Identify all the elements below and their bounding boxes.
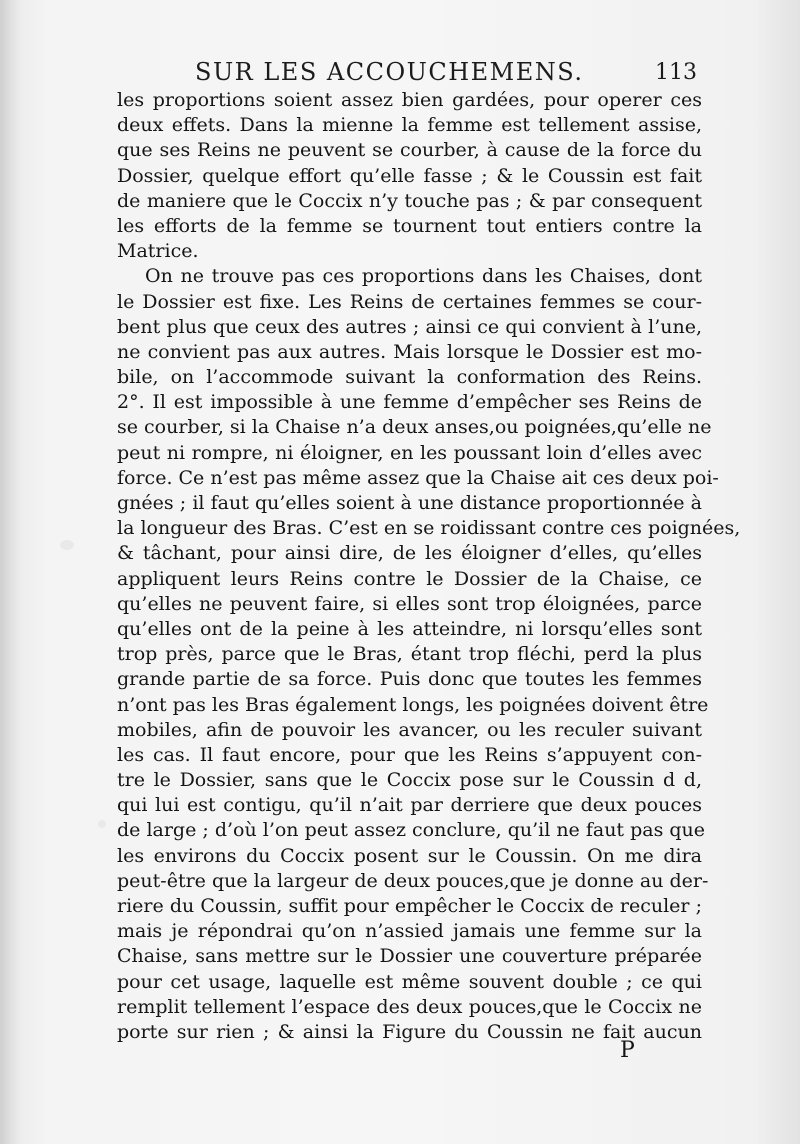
text-line: que ses Reins ne peuvent se courber, à cause de la force du: [117, 139, 702, 162]
text-line: la longueur des Bras. C’est en se roidissant contre ces poignées,: [117, 517, 741, 540]
text-line: le Dossier est fixe. Les Reins de certaines femmes se cour-: [117, 290, 702, 313]
text-line: remplit tellement l’espace des deux pouces,que le Coccix ne: [117, 995, 702, 1018]
running-title: SUR LES ACCOUCHEMENS.: [195, 58, 584, 86]
text-line: de maniere que le Coccix n’y touche pas ; & par consequent: [117, 189, 702, 212]
text-line: se courber, si la Chaise n’a deux anses,ou poignées,qu’elle ne: [117, 416, 712, 439]
text-line: mais je répondrai qu’on n’assied jamais une femme sur la: [117, 920, 702, 943]
text-line: peut ni rompre, ni éloigner, en les poussant loin d’elles avec: [117, 441, 702, 464]
text-line: les proportions soient assez bien gardées, pour operer ces: [117, 89, 702, 111]
text-line: Dossier, quelque effort qu’elle fasse ; & le Coussin est fait: [117, 164, 702, 187]
text-line: On ne trouve pas ces proportions dans les Chaises, dont: [145, 265, 702, 288]
text-line: mobiles, afin de pouvoir les avancer, ou les reculer suivant: [117, 718, 702, 741]
text-line: trop près, parce que le Bras, étant trop fléchi, perd la plus: [117, 643, 702, 666]
text-line: tre le Dossier, sans que le Coccix pose sur le Coussin d d,: [117, 769, 702, 792]
catchword: P: [620, 1038, 635, 1063]
body-text: [117, 88, 741, 1045]
text-line: de large ; d’où l’on peut assez conclure, qu’il ne faut pas que: [117, 819, 706, 842]
text-line: qu’elles ont de la peine à les atteindre, ni lorsqu’elles sont: [117, 617, 702, 640]
text-line: force. Ce n’est pas même assez que la Chaise ait ces deux poi-: [117, 466, 719, 489]
paper-stain: [98, 820, 106, 828]
text-line: gnées ; il faut qu’elles soient à une distance proportionnée à: [117, 492, 702, 514]
text-line: 2°. Il est impossible à une femme d’empêcher ses Reins de: [117, 391, 702, 414]
text-line: bile, on l’accommode suivant la conformation des Reins.: [117, 366, 702, 389]
text-line: pour cet usage, laquelle est même souvent double ; ce qui: [117, 970, 702, 993]
text-line: peut-être que la largeur de deux pouces,que je donne au der-: [117, 869, 709, 892]
page-edge-shadow: [0, 0, 22, 1144]
paper-stain: [60, 540, 74, 550]
text-line: porte sur rien ; & ainsi la Figure du Coussin ne fait aucun: [117, 1020, 702, 1043]
text-line: qu’elles ne peuvent faire, si elles sont trop éloignées, parce: [117, 592, 702, 615]
text-line: qui lui est contigu, qu’il n’ait par derriere que deux pouces: [117, 794, 702, 817]
page-header: [195, 58, 697, 92]
page-number: 113: [655, 60, 697, 85]
text-line: les environs du Coccix posent sur le Coussin. On me dira: [117, 844, 702, 867]
text-line: deux effets. Dans la mienne la femme est tellement assise,: [117, 114, 702, 137]
text-line: bent plus que ceux des autres ; ainsi ce qui convient à l’une,: [117, 315, 702, 338]
text-line: les cas. Il faut encore, pour que les Reins s’appuyent con-: [117, 743, 702, 766]
text-line: Chaise, sans mettre sur le Dossier une couverture préparée: [117, 945, 702, 968]
text-line: riere du Coussin, suffit pour empêcher le Coccix de reculer ;: [117, 895, 702, 917]
text-line: & tâchant, pour ainsi dire, de les éloigner d’elles, qu’elles: [117, 542, 702, 565]
text-line: appliquent leurs Reins contre le Dossier de la Chaise, ce: [117, 567, 702, 590]
text-line: les efforts de la femme se tournent tout entiers contre la: [117, 214, 702, 237]
text-line: Matrice.: [117, 240, 199, 263]
text-line: n’ont pas les Bras également longs, les poignées doivent être: [117, 693, 709, 716]
text-line: grande partie de sa force. Puis donc que toutes les femmes: [117, 668, 702, 691]
text-line: ne convient pas aux autres. Mais lorsque le Dossier est mo-: [117, 340, 702, 363]
